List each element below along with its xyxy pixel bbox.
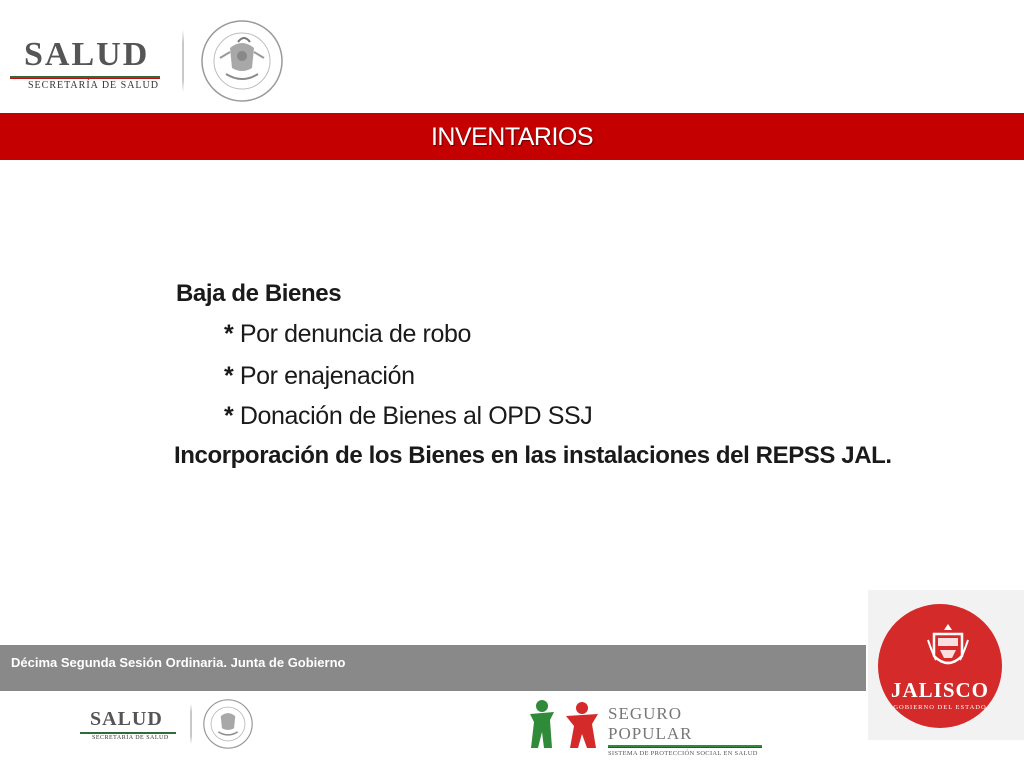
bullet-marker: * [224,362,234,390]
bullet-marker: * [224,320,234,348]
bullet-text: Donación de Bienes al OPD SSJ [239,402,593,430]
jalisco-crest-icon [926,622,970,676]
jalisco-circle [878,604,1002,728]
incorporation-statement: Incorporación de los Bienes en las instalaciones del REPSS JAL. [174,442,892,469]
logo-divider [182,30,184,92]
seguro-popular-tagline: SISTEMA DE PROTECCIÓN SOCIAL EN SALUD [608,750,758,757]
footer-bar [0,645,866,691]
seguro-popular-name: SEGURO POPULAR [608,704,693,743]
salud-logo-word: SALUD [24,36,150,73]
bullet-item [224,362,415,391]
section-heading: Baja de Bienes [176,280,342,307]
footer-salud-word: SALUD [90,708,163,730]
seguro-popular-rule-red [608,747,762,748]
footer-logo-divider [190,704,192,744]
bullet-item [224,320,471,349]
salud-logo-subtitle: SECRETARÍA DE SALUD [28,80,159,91]
footer-salud-subtitle: SECRETARÍA DE SALUD [92,735,169,741]
salud-logo [10,32,160,94]
mexico-seal-icon [196,18,288,104]
footer-salud-rule [80,732,176,734]
bullet-text: Por denuncia de robo [239,320,471,348]
bullet-item [224,402,592,431]
seguro-popular-logo [608,704,768,757]
jalisco-name: JALISCO [890,678,990,702]
bullet-text: Por enajenación [239,362,415,390]
bullet-marker: * [224,402,234,430]
page-title: INVENTARIOS [430,123,594,151]
jalisco-badge [868,590,1024,740]
footer-mexico-seal-icon [200,698,256,750]
jalisco-subtitle: GOBIERNO DEL ESTADO [893,704,987,711]
salud-logo-rule-red [10,78,160,79]
footer-caption: Décima Segunda Sesión Ordinaria. Junta de Gobierno [11,655,346,670]
title-band [0,113,1024,160]
footer-salud-logo [80,708,176,744]
seguro-popular-figures-icon [526,698,602,752]
